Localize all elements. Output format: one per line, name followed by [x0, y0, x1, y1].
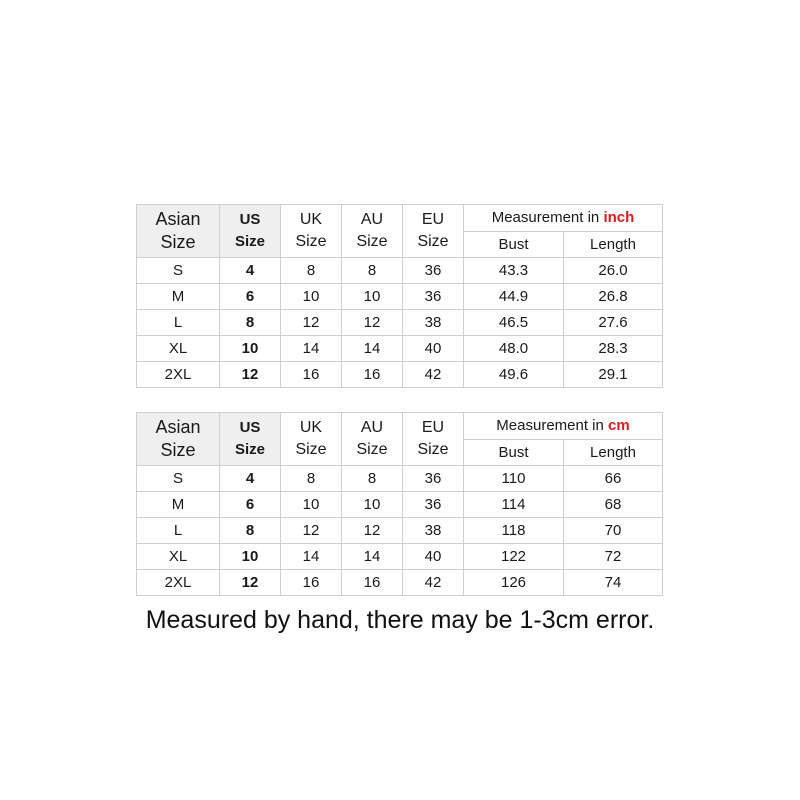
length-cell: 66 — [564, 466, 663, 492]
asian-size-header: Asian Size — [137, 205, 220, 258]
table-row — [137, 492, 663, 518]
au-size-header: AU Size — [342, 413, 403, 466]
length-cell: 29.1 — [564, 362, 663, 388]
header-row — [137, 205, 663, 232]
asian-size-cell: XL — [137, 544, 220, 570]
uk-size-cell: 14 — [281, 544, 342, 570]
uk-size-cell: 10 — [281, 492, 342, 518]
eu-size-cell: 42 — [403, 362, 464, 388]
au-size-header: AU Size — [342, 205, 403, 258]
bust-cell: 49.6 — [464, 362, 564, 388]
us-size-cell: 12 — [220, 362, 281, 388]
bust-cell: 46.5 — [464, 310, 564, 336]
table-row — [137, 570, 663, 596]
asian-size-header: Asian Size — [137, 413, 220, 466]
bust-cell: 44.9 — [464, 284, 564, 310]
length-cell: 26.0 — [564, 258, 663, 284]
measurement-note: Measured by hand, there may be 1-3cm error. — [145, 606, 655, 634]
us-size-cell: 8 — [220, 518, 281, 544]
table-row — [137, 362, 663, 388]
au-size-cell: 8 — [342, 258, 403, 284]
au-size-cell: 12 — [342, 518, 403, 544]
us-size-header: US Size — [220, 205, 281, 258]
asian-size-cell: S — [137, 466, 220, 492]
au-size-cell: 8 — [342, 466, 403, 492]
eu-size-cell: 36 — [403, 284, 464, 310]
asian-size-cell: M — [137, 284, 220, 310]
length-cell: 74 — [564, 570, 663, 596]
table-row — [137, 544, 663, 570]
asian-size-cell: 2XL — [137, 362, 220, 388]
bust-header: Bust — [464, 232, 564, 258]
au-size-cell: 10 — [342, 492, 403, 518]
uk-size-cell: 8 — [281, 258, 342, 284]
us-size-cell: 6 — [220, 492, 281, 518]
uk-size-header: UK Size — [281, 205, 342, 258]
length-cell: 72 — [564, 544, 663, 570]
bust-cell: 126 — [464, 570, 564, 596]
uk-size-cell: 12 — [281, 518, 342, 544]
asian-size-cell: 2XL — [137, 570, 220, 596]
bust-cell: 48.0 — [464, 336, 564, 362]
eu-size-cell: 42 — [403, 570, 464, 596]
bust-cell: 122 — [464, 544, 564, 570]
size-table-cm — [136, 412, 663, 596]
table-row — [137, 466, 663, 492]
au-size-cell: 14 — [342, 336, 403, 362]
us-size-cell: 6 — [220, 284, 281, 310]
unit-label: inch — [603, 209, 635, 226]
au-size-cell: 10 — [342, 284, 403, 310]
eu-size-cell: 36 — [403, 492, 464, 518]
uk-size-cell: 14 — [281, 336, 342, 362]
us-size-cell: 10 — [220, 336, 281, 362]
length-cell: 68 — [564, 492, 663, 518]
us-size-cell: 8 — [220, 310, 281, 336]
table-row — [137, 336, 663, 362]
uk-size-cell: 8 — [281, 466, 342, 492]
eu-size-cell: 38 — [403, 518, 464, 544]
table-row — [137, 518, 663, 544]
uk-size-header: UK Size — [281, 413, 342, 466]
asian-size-cell: S — [137, 258, 220, 284]
asian-size-cell: L — [137, 518, 220, 544]
bust-cell: 43.3 — [464, 258, 564, 284]
asian-size-cell: XL — [137, 336, 220, 362]
eu-size-cell: 36 — [403, 258, 464, 284]
us-size-cell: 12 — [220, 570, 281, 596]
bust-cell: 110 — [464, 466, 564, 492]
length-cell: 26.8 — [564, 284, 663, 310]
au-size-cell: 16 — [342, 570, 403, 596]
size-table-inch — [136, 204, 663, 388]
header-row — [137, 413, 663, 440]
unit-label: cm — [608, 417, 630, 434]
table-row — [137, 258, 663, 284]
eu-size-cell: 40 — [403, 544, 464, 570]
bust-header: Bust — [464, 440, 564, 466]
table-row — [137, 284, 663, 310]
bust-cell: 114 — [464, 492, 564, 518]
length-cell: 27.6 — [564, 310, 663, 336]
us-size-cell: 4 — [220, 258, 281, 284]
table-row — [137, 310, 663, 336]
eu-size-header: EU Size — [403, 413, 464, 466]
us-size-cell: 10 — [220, 544, 281, 570]
uk-size-cell: 16 — [281, 362, 342, 388]
au-size-cell: 16 — [342, 362, 403, 388]
uk-size-cell: 10 — [281, 284, 342, 310]
au-size-cell: 12 — [342, 310, 403, 336]
length-header: Length — [564, 440, 663, 466]
asian-size-cell: L — [137, 310, 220, 336]
measurement-header: Measurement in inch — [464, 205, 663, 232]
bust-cell: 118 — [464, 518, 564, 544]
eu-size-cell: 36 — [403, 466, 464, 492]
us-size-cell: 4 — [220, 466, 281, 492]
length-cell: 70 — [564, 518, 663, 544]
eu-size-header: EU Size — [403, 205, 464, 258]
au-size-cell: 14 — [342, 544, 403, 570]
uk-size-cell: 12 — [281, 310, 342, 336]
length-cell: 28.3 — [564, 336, 663, 362]
asian-size-cell: M — [137, 492, 220, 518]
uk-size-cell: 16 — [281, 570, 342, 596]
eu-size-cell: 38 — [403, 310, 464, 336]
measurement-header: Measurement in cm — [464, 413, 663, 440]
eu-size-cell: 40 — [403, 336, 464, 362]
length-header: Length — [564, 232, 663, 258]
us-size-header: US Size — [220, 413, 281, 466]
